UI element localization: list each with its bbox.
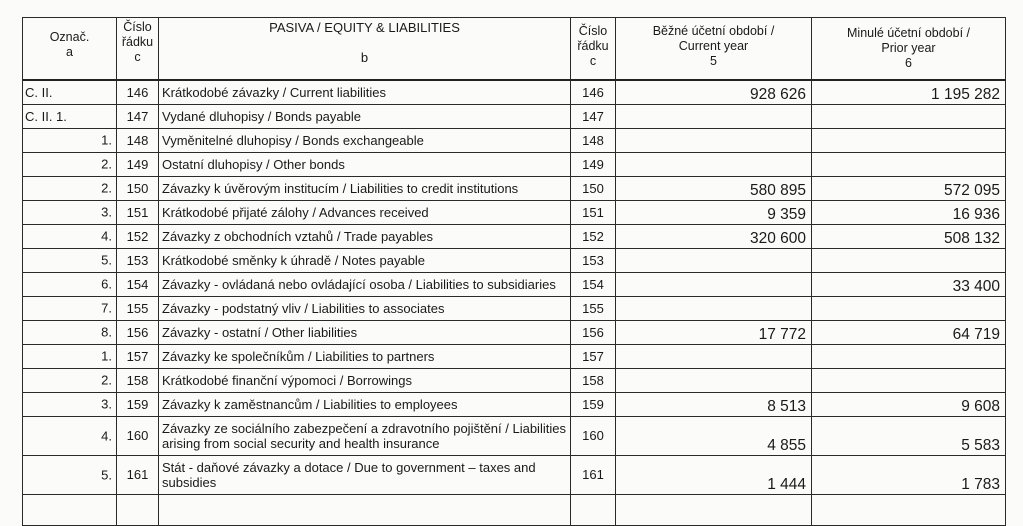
row-mark [23,128,117,152]
row-mark [23,152,117,176]
table-row [23,392,1006,416]
table-row [23,176,1006,200]
row-mark: C. II. [23,80,117,105]
row-number: 159 [117,392,159,416]
row-number: 149 [117,152,159,176]
header-current-year: Běžné účetní období / Current year 5 [616,18,812,80]
table-row [23,344,1006,368]
row-number-2: 152 [571,224,616,248]
row-number: 147 [117,104,159,128]
row-number-2: 148 [571,128,616,152]
header-prior-year: Minulé účetní období / Prior year 6 [812,18,1006,80]
prior-year-value: 64 719 [812,320,1006,344]
prior-year-value: 1 783 [812,455,1006,494]
prior-year-value [812,248,1006,272]
row-level: 5. [101,467,112,482]
header-mark: Označ. a [23,18,117,80]
prior-year-value: 508 132 [812,224,1006,248]
table-row [23,248,1006,272]
row-mark [23,176,117,200]
prior-year-value: 1 195 282 [812,80,1006,105]
table-row-partial [23,494,1006,525]
current-year-value: 580 895 [616,176,812,200]
row-description: Závazky ze sociálního zabezpečení a zdravotního pojištění / Liabilities arising from social security and health insurance [159,416,571,455]
row-description: Krátkodobé přijaté zálohy / Advances received [159,200,571,224]
current-year-value: 8 513 [616,392,812,416]
row-level: 2. [101,180,112,196]
row-description: Krátkodobé finanční výpomoci / Borrowings [159,368,571,392]
row-level: 1. [101,348,112,364]
row-mark [23,296,117,320]
row-mark: C. II. 1. [23,104,117,128]
prior-year-value [812,128,1006,152]
table-row [23,224,1006,248]
current-year-value: 928 626 [616,80,812,105]
row-mark [23,455,117,494]
current-year-value [616,272,812,296]
row-number-2: 161 [571,455,616,494]
current-year-value [616,368,812,392]
table-row [23,416,1006,455]
row-number: 157 [117,344,159,368]
row-mark [23,368,117,392]
liabilities-table [22,17,1006,526]
row-number-2: 151 [571,200,616,224]
table-row [23,296,1006,320]
row-mark [23,200,117,224]
row-level: 7. [101,300,112,316]
row-description: Závazky ke společníkům / Liabilities to partners [159,344,571,368]
table-row [23,368,1006,392]
row-description: Vyměnitelné dluhopisy / Bonds exchangeable [159,128,571,152]
current-year-value [616,152,812,176]
row-description: Ostatní dluhopisy / Other bonds [159,152,571,176]
table-row [23,320,1006,344]
header-rownum-2: Číslo řádku c [571,18,616,80]
row-description: Závazky - podstatný vliv / Liabilities to associates [159,296,571,320]
row-level: 2. [101,372,112,388]
row-mark [23,392,117,416]
prior-year-value: 16 936 [812,200,1006,224]
row-description: Krátkodobé závazky / Current liabilities [159,80,571,105]
prior-year-value [812,296,1006,320]
row-description: Závazky - ostatní / Other liabilities [159,320,571,344]
row-level: 3. [101,396,112,412]
row-number: 156 [117,320,159,344]
current-year-value [616,296,812,320]
row-description: Krátkodobé směnky k úhradě / Notes payable [159,248,571,272]
row-level: 4. [101,228,112,244]
row-mark [23,344,117,368]
current-year-value [616,248,812,272]
row-level: 6. [101,276,112,292]
row-number: 160 [117,416,159,455]
row-number: 154 [117,272,159,296]
table-header-row [23,18,1006,80]
row-description: Závazky z obchodních vztahů / Trade payables [159,224,571,248]
row-number: 150 [117,176,159,200]
prior-year-value: 5 583 [812,416,1006,455]
row-number-2: 159 [571,392,616,416]
table-row [23,272,1006,296]
row-number: 158 [117,368,159,392]
row-number: 155 [117,296,159,320]
row-level: 1. [101,132,112,148]
row-number-2: 149 [571,152,616,176]
prior-year-value [812,104,1006,128]
row-number-2: 150 [571,176,616,200]
row-number-2: 146 [571,80,616,105]
row-description: Závazky k úvěrovým institucím / Liabilities to credit institutions [159,176,571,200]
row-number-2: 147 [571,104,616,128]
row-mark [23,248,117,272]
table-row [23,128,1006,152]
row-description: Stát - daňové závazky a dotace / Due to government – taxes and subsidies [159,455,571,494]
prior-year-value: 33 400 [812,272,1006,296]
current-year-value: 4 855 [616,416,812,455]
row-number: 148 [117,128,159,152]
row-number-2: 154 [571,272,616,296]
current-year-value: 17 772 [616,320,812,344]
current-year-value: 320 600 [616,224,812,248]
header-description: PASIVA / EQUITY & LIABILITIES b [159,18,571,80]
row-description: Vydané dluhopisy / Bonds payable [159,104,571,128]
row-mark [23,416,117,455]
row-level: 2. [101,156,112,172]
row-number: 161 [117,455,159,494]
table-row [23,152,1006,176]
row-description: Závazky k zaměstnancům / Liabilities to employees [159,392,571,416]
table-row [23,200,1006,224]
prior-year-value [812,368,1006,392]
prior-year-value: 9 608 [812,392,1006,416]
prior-year-value [812,152,1006,176]
row-level: 8. [101,324,112,340]
current-year-value [616,344,812,368]
row-number-2: 160 [571,416,616,455]
row-number-2: 155 [571,296,616,320]
table-row [23,80,1006,105]
prior-year-value [812,344,1006,368]
current-year-value [616,128,812,152]
row-level: 4. [101,428,112,443]
row-mark [23,320,117,344]
prior-year-value: 572 095 [812,176,1006,200]
table-row [23,104,1006,128]
row-number-2: 153 [571,248,616,272]
row-number-2: 158 [571,368,616,392]
row-mark [23,272,117,296]
row-number-2: 157 [571,344,616,368]
header-rownum: Číslo řádku c [117,18,159,80]
row-level: 5. [101,252,112,268]
row-number: 153 [117,248,159,272]
current-year-value: 1 444 [616,455,812,494]
row-number: 146 [117,80,159,105]
balance-sheet-liabilities [22,17,1005,526]
row-mark [23,224,117,248]
current-year-value [616,104,812,128]
row-number: 152 [117,224,159,248]
row-description: Závazky - ovládaná nebo ovládající osoba / Liabilities to subsidiaries [159,272,571,296]
current-year-value: 9 359 [616,200,812,224]
table-row [23,455,1006,494]
row-number: 151 [117,200,159,224]
row-number-2: 156 [571,320,616,344]
row-level: 3. [101,204,112,220]
